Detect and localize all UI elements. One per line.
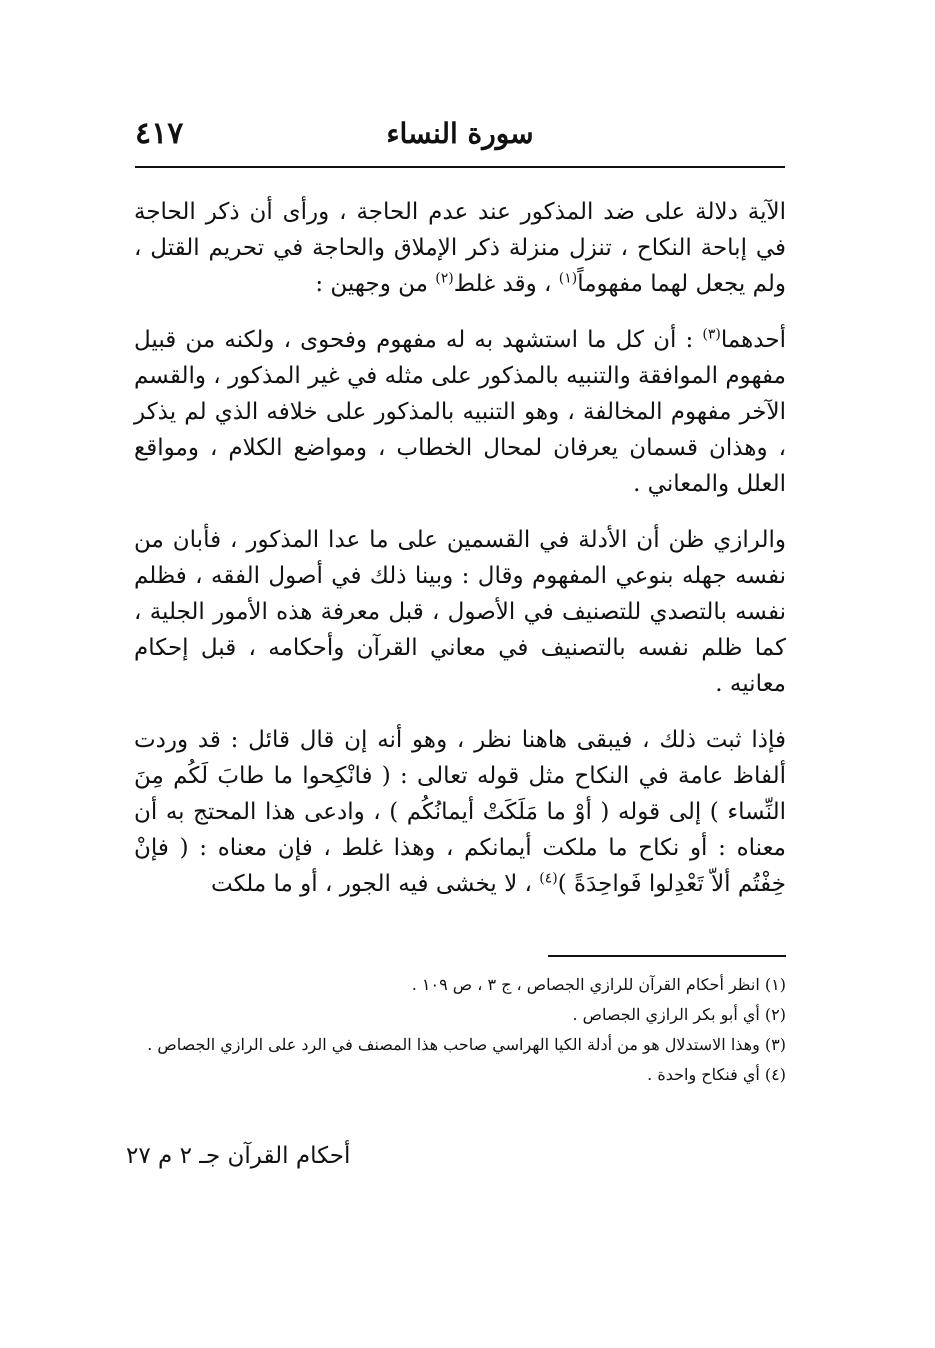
paragraph-1-text-c: من وجهين : [315,271,436,297]
paragraph-2-text-b: : أن كل ما استشهد به له مفهوم وفحوى ، ولكنه من قبيل مفهوم الموافقة والتنبيه بالمذكور على مثله في غير المذكور ، والقسم الآخر مفهوم المخالفة ، وهو التنبيه بالمذكور على خلافه الذي لم يذكر ، وهذان قسمان يعرفان لمحال الخطاب ، ومواضع الكلام ، ومواقع العلل والمعاني . [134,327,786,497]
footnote-ref-4: (٤) [539,870,558,887]
paragraph-4-text-a: فإذا ثبت ذلك ، فيبقى هاهنا نظر ، وهو أنه إن قال قائل : قد وردت ألفاظ عامة في النكاح مثل قوله تعالى : ( فانْكِحوا ما طابَ لَكُم مِنَ النِّساء ) إلى قوله ( أوْ ما مَلَكَتْ أيمانُكُم ) ، وادعى هذا المحتج به أن معناه : أو نكاح ما ملكت أيمانكم ، وهذا غلط ، فإن معناه : ( فإنْ خِفْتُم ألاّ تَعْدِلوا فَواحِدَةً ) [134,727,786,897]
footnote-rule [548,955,786,957]
footnote-3: (٣) وهذا الاستدلال هو من أدلة الكيا الهراسي صاحب هذا المصنف في الرد على الرازي الجصاص . [147,1035,786,1054]
header-rule [135,166,785,168]
footnote-1: (١) انظر أحكام القرآن للرازي الجصاص ، ج ٣ ، ص ١٠٩ . [411,975,786,994]
paragraph-2 [134,322,786,502]
page-number: ٤١٧ [135,116,184,151]
paragraph-1-text-b: ، وقد غلط [453,271,559,297]
paragraph-4 [134,722,786,902]
running-title: سورة النساء [386,117,534,150]
page-header [135,112,785,156]
paragraph-1-text-a: الآية دلالة على ضد المذكور عند عدم الحاجة ، ورأى أن ذكر الحاجة في إباحة النكاح ، تنزل منزلة ذكر الإملاق والحاجة في تحريم القتل ، ولم يجعل لهما مفهوماً [134,199,786,297]
footnotes [134,970,786,1090]
paragraph-3 [134,522,786,702]
footnote-4: (٤) أي فنكاح واحدة . [647,1065,786,1084]
paragraph-1 [134,194,786,302]
body-text [134,194,786,922]
paragraph-3-text-a: والرازي ظن أن الأدلة في القسمين على ما عدا المذكور ، فأبان من نفسه جهله بنوعي المفهوم وقال : وبينا ذلك في أصول الفقه ، فظلم نفسه بالتصدي للتصنيف في الأصول ، قبل معرفة هذه الأمور الجلية ، كما ظلم نفسه بالتصنيف في معاني القرآن وأحكامه ، قبل إحكام معانيه . [134,527,786,697]
paragraph-4-text-b: ، لا يخشى فيه الجور ، أو ما ملكت [210,871,540,897]
paragraph-2-text-a: أحدهما [720,327,786,353]
footnote-ref-2: (٢) [435,270,454,287]
footnote-ref-1: (١) [558,270,578,287]
footnote-2: (٢) أي أبو بكر الرازي الجصاص . [572,1005,786,1024]
book-signature: أحكام القرآن جـ ٢ م ٢٧ [126,1143,351,1169]
footnote-ref-3: (٣) [702,326,721,343]
